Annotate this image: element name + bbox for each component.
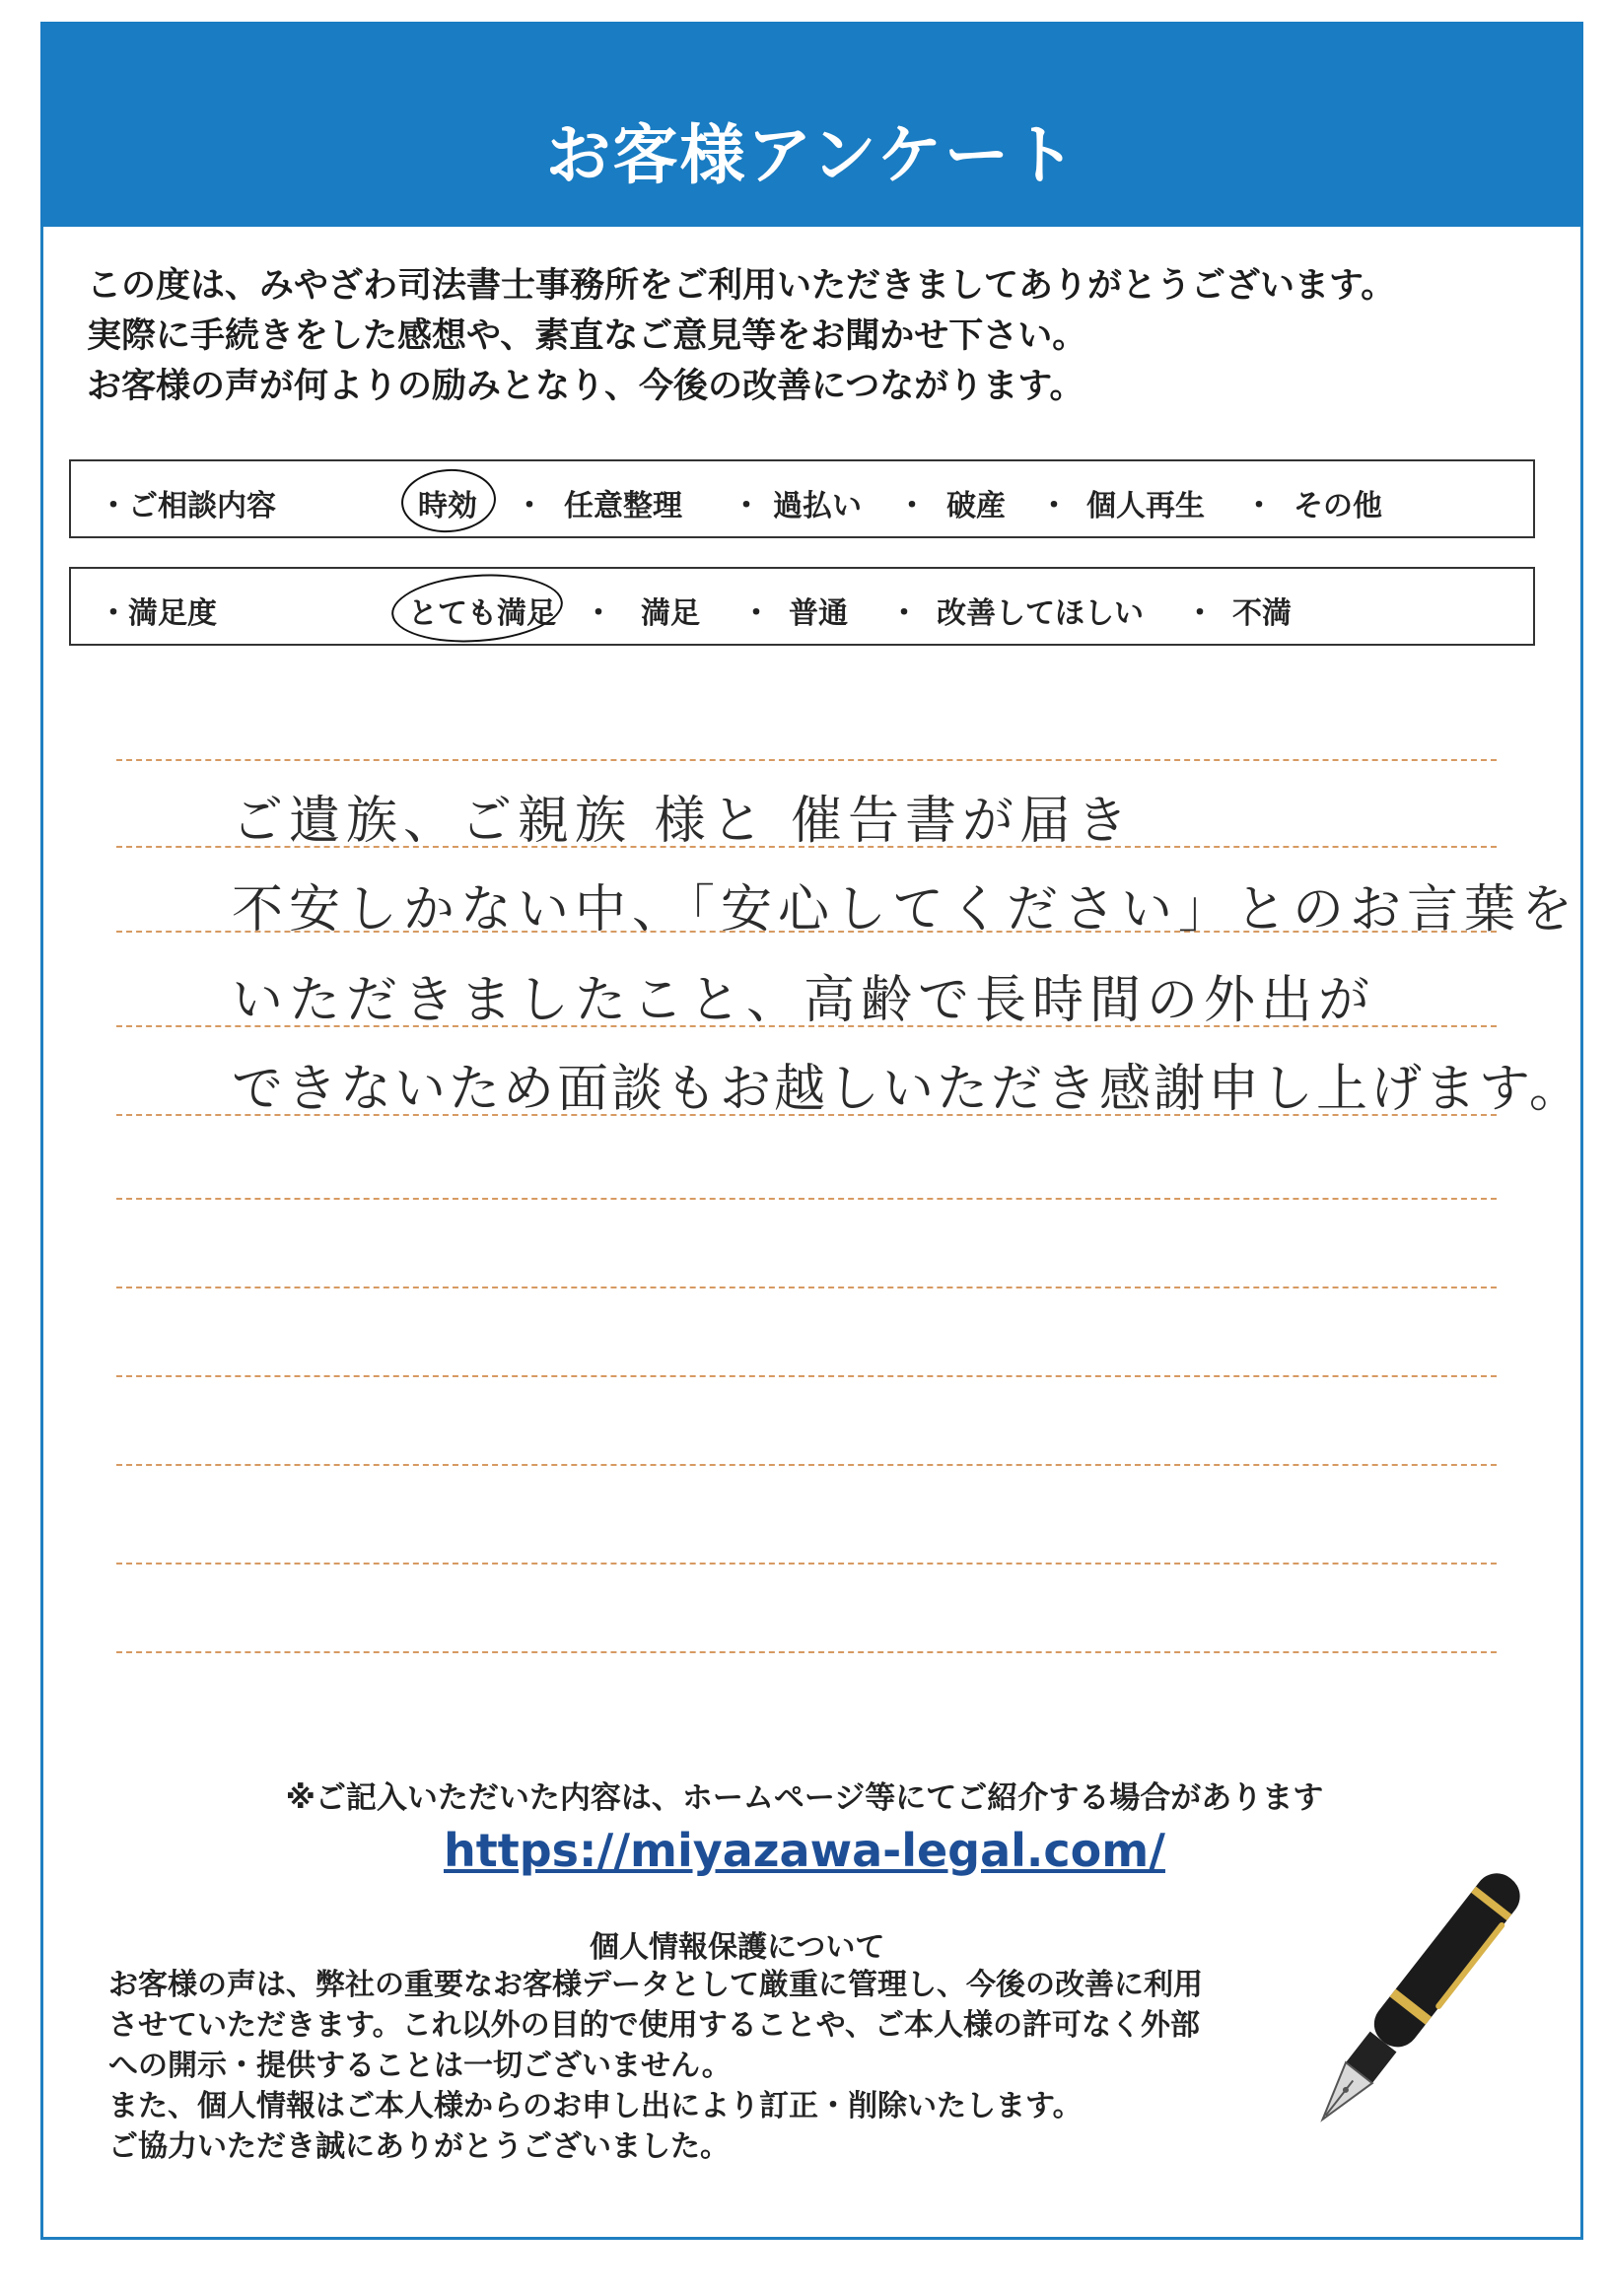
website-link[interactable]: https://miyazawa-legal.com/ bbox=[444, 1824, 1165, 1877]
consultation-label: ・ご相談内容 bbox=[99, 489, 276, 523]
option-kabarai[interactable]: 過払い bbox=[773, 489, 862, 523]
separator-dot: ・ bbox=[1244, 489, 1274, 523]
ruled-line bbox=[116, 1563, 1497, 1565]
ruled-line bbox=[116, 1651, 1497, 1653]
separator-dot: ・ bbox=[584, 596, 613, 631]
privacy-line: への開示・提供することは一切ございません。 bbox=[108, 2049, 732, 2083]
intro-line: お客様の声が何よりの励みとなり、今後の改善につながります。 bbox=[87, 367, 1084, 406]
comment-line: できないため面談もお越しいただき感謝申し上げます。 bbox=[232, 1060, 1583, 1119]
intro-line: 実際に手続きをした感想や、素直なご意見等をお聞かせ下さい。 bbox=[87, 316, 1087, 356]
option-kojinsaisei[interactable]: 個人再生 bbox=[1086, 489, 1205, 523]
satisfaction-field bbox=[69, 567, 1535, 646]
option-sonota[interactable]: その他 bbox=[1294, 489, 1382, 523]
satisfaction-label: ・満足度 bbox=[99, 596, 217, 631]
ruled-line bbox=[116, 1464, 1497, 1466]
notice-text: ※ご記入いただいた内容は、ホームページ等にてご紹介する場合があります bbox=[285, 1780, 1324, 1816]
separator-dot: ・ bbox=[741, 596, 771, 631]
separator-dot: ・ bbox=[1039, 489, 1069, 523]
option-totemomanzoku[interactable]: とても満足 bbox=[408, 596, 556, 631]
privacy-line: お客様の声は、弊社の重要なお客様データとして厳重に管理し、今後の改善に利用 bbox=[108, 1968, 1203, 2002]
consultation-field bbox=[69, 459, 1535, 538]
option-manzoku[interactable]: 満足 bbox=[641, 596, 700, 631]
ruled-line bbox=[116, 1287, 1497, 1288]
privacy-line: また、個人情報はご本人様からのお申し出により訂正・削除いたします。 bbox=[108, 2089, 1083, 2123]
option-hasan[interactable]: 破産 bbox=[946, 489, 1006, 523]
separator-dot: ・ bbox=[732, 489, 761, 523]
option-niniseiri[interactable]: 任意整理 bbox=[564, 489, 682, 523]
separator-dot: ・ bbox=[515, 489, 544, 523]
ruled-line bbox=[116, 1375, 1497, 1377]
ruled-line bbox=[116, 759, 1497, 761]
separator-dot: ・ bbox=[1185, 596, 1215, 631]
fountain-pen-icon bbox=[1282, 1853, 1538, 2159]
ruled-line bbox=[116, 1198, 1497, 1200]
privacy-line: ご協力いただき誠にありがとうございました。 bbox=[108, 2129, 730, 2164]
comment-line: ご遺族、ご親族 様と 催告書が届き bbox=[232, 792, 1135, 851]
page-header bbox=[40, 22, 1583, 227]
intro-text bbox=[87, 261, 1395, 412]
comment-line: いただきましたこと、高齢で長時間の外出が bbox=[232, 971, 1376, 1030]
privacy-line: させていただきます。これ以外の目的で使用することや、ご本人様の許可なく外部 bbox=[108, 2008, 1200, 2043]
privacy-title: 個人情報保護について bbox=[590, 1930, 885, 1965]
comment-line: 不安しかない中、「安心してください」とのお言葉を bbox=[232, 880, 1579, 939]
privacy-text bbox=[108, 1965, 1203, 2167]
option-jikou[interactable]: 時効 bbox=[418, 489, 477, 523]
separator-dot: ・ bbox=[889, 596, 919, 631]
option-kaizen[interactable]: 改善してほしい bbox=[937, 596, 1144, 631]
intro-line: この度は、みやざわ司法書士事務所をご利用いただきましてありがとうございます。 bbox=[87, 266, 1396, 306]
option-futsuu[interactable]: 普通 bbox=[789, 596, 848, 631]
separator-dot: ・ bbox=[897, 489, 927, 523]
page-title: お客様アンケート bbox=[545, 117, 1079, 193]
option-fuman[interactable]: 不満 bbox=[1232, 596, 1292, 631]
